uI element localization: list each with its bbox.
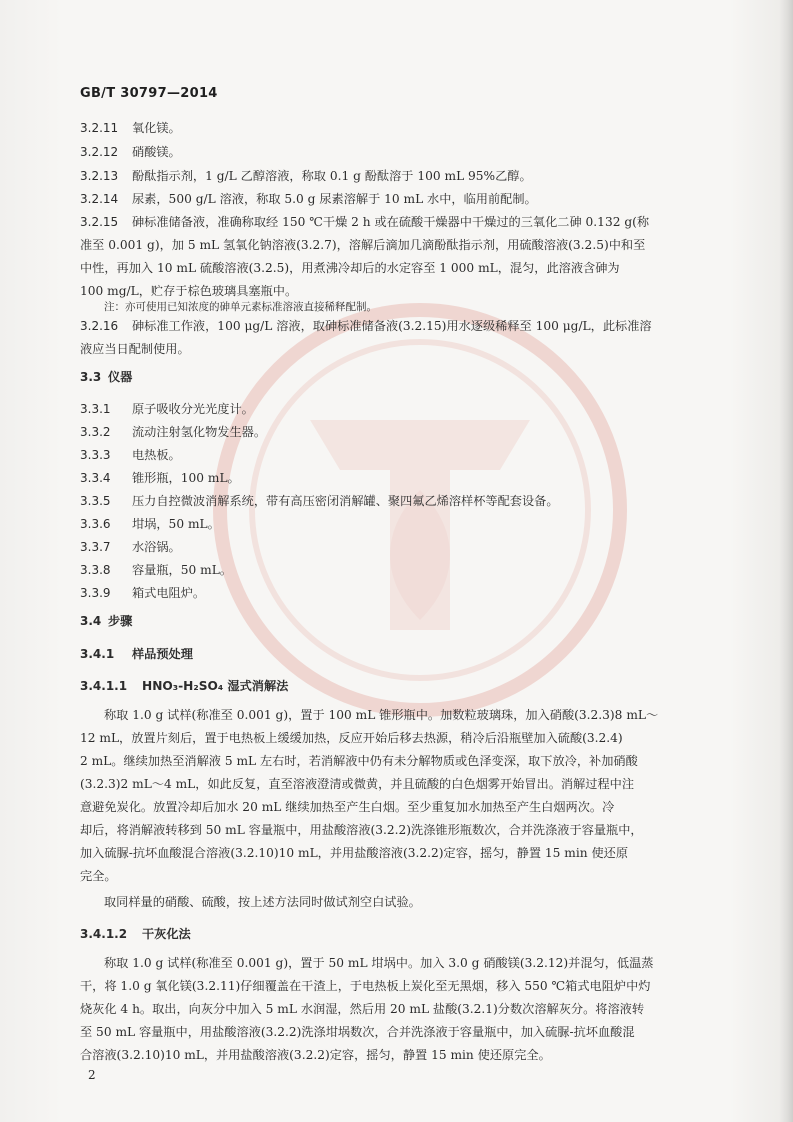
clause-number: 3.2.15 <box>80 215 119 229</box>
clause-text: 坩埚，50 mL。 <box>132 517 220 531</box>
dry-paragraph-line-2: 干，将 1.0 g 氧化镁(3.2.11)仔细覆盖在干渣上，于电热板上炭化至无黑烟，移入 550 ℃箱式电阻炉中灼 <box>80 979 651 993</box>
clause-text: 氧化镁。 <box>132 121 181 135</box>
instrument-3-3-8 <box>80 561 720 579</box>
section-number: 3.4 <box>80 614 102 628</box>
page-edge-shadow <box>779 0 793 1122</box>
section-heading-steps <box>80 612 720 630</box>
dry-paragraph-line-3: 烧灰化 4 h。取出，向灰分中加入 5 mL 水润湿，然后用 20 mL 盐酸(3.2.1)分数次溶解灰分。将溶液转 <box>80 1002 645 1016</box>
clause-number: 3.2.13 <box>80 169 119 183</box>
clause-number: 3.3.5 <box>80 494 111 508</box>
clause-text: 锥形瓶，100 mL。 <box>132 471 240 485</box>
reagent-3-2-12 <box>80 143 720 161</box>
clause-text: 压力自控微波消解系统，带有高压密闭消解罐、聚四氟乙烯溶样杯等配套设备。 <box>132 494 559 508</box>
reagent-3-2-13 <box>80 167 720 185</box>
clause-text: 砷标准储备液，准确称取经 150 ℃干燥 2 h 或在硫酸干燥器中干燥过的三氧化二砷 0.132 g(称 <box>132 215 650 229</box>
reagent-3-2-15-line-3: 中性，再加入 10 mL 硫酸溶液(3.2.5)，用煮沸冷却后的水定容至 1 000 mL，混匀，此溶液含砷为 <box>80 261 620 275</box>
section-heading-instruments <box>80 368 720 386</box>
wet-paragraph-line-4: (3.2.3)2 mL～4 mL，如此反复，直至溶液澄清或微黄，并且硫酸的白色烟雾开始冒出。消解过程中注 <box>80 777 635 791</box>
clause-number: 3.3.4 <box>80 471 111 485</box>
instrument-3-3-7 <box>80 538 720 556</box>
subsection-heading-pretreatment <box>80 645 720 663</box>
section-title: 干灰化法 <box>142 927 191 941</box>
section-title: 仪器 <box>108 370 133 384</box>
clause-number: 3.3.7 <box>80 540 111 554</box>
section-title: HNO₃-H₂SO₄ 湿式消解法 <box>142 679 289 693</box>
reagent-3-2-15-line-4: 100 mg/L，贮存于棕色玻璃具塞瓶中。 <box>80 284 298 298</box>
wet-paragraph-line-7: 加入硫脲-抗坏血酸混合溶液(3.2.10)10 mL，并用盐酸溶液(3.2.2)定容，摇匀，静置 15 min 使还原 <box>80 846 629 860</box>
dry-paragraph-line-1: 称取 1.0 g 试样(称准至 0.001 g)，置于 50 mL 坩埚中。加入 3.0 g 硝酸镁(3.2.12)并混匀，低温蒸 <box>104 956 654 970</box>
clause-text: 砷标准工作液，100 μg/L 溶液，取砷标准储备液(3.2.15)用水逐级稀释至 100 μg/L，此标准溶 <box>132 319 652 333</box>
clause-number: 3.2.16 <box>80 319 119 333</box>
clause-text: 酚酞指示剂，1 g/L 乙醇溶液，称取 0.1 g 酚酞溶于 100 mL 95%乙醇。 <box>132 169 532 183</box>
reagent-3-2-16-line-1 <box>80 317 720 335</box>
wet-paragraph-line-3: 2 mL。继续加热至消解液 5 mL 左右时，若消解液中仍有未分解物质或色泽变深，取下放冷，补加硝酸 <box>80 754 638 768</box>
reagent-3-2-15-line-2: 准至 0.001 g)，加 5 mL 氢氧化钠溶液(3.2.7)，溶解后滴加几滴酚酞指示剂，用硫酸溶液(3.2.5)中和至 <box>80 238 646 252</box>
clause-number: 3.3.1 <box>80 402 111 416</box>
blank-test-line: 取同样量的硝酸、硫酸，按上述方法同时做试剂空白试验。 <box>104 895 421 909</box>
section-number: 3.4.1 <box>80 647 115 661</box>
section-number: 3.4.1.1 <box>80 679 128 693</box>
clause-number: 3.3.2 <box>80 425 111 439</box>
clause-text: 尿素，500 g/L 溶液，称取 5.0 g 尿素溶解于 10 mL 水中，临用前配制。 <box>132 192 537 206</box>
clause-text: 原子吸收分光光度计。 <box>132 402 254 416</box>
instrument-3-3-3 <box>80 446 720 464</box>
wet-paragraph-line-5: 意避免炭化。放置冷却后加水 20 mL 继续加热至产生白烟。至少重复加水加热至产生白烟两次。冷 <box>80 800 615 814</box>
instrument-3-3-6 <box>80 515 720 533</box>
wet-paragraph-line-8: 完全。 <box>80 869 117 883</box>
dry-paragraph-line-5: 合溶液(3.2.10)10 mL，并用盐酸溶液(3.2.2)定容，摇匀，静置 15 min 使还原完全。 <box>80 1048 551 1062</box>
instrument-3-3-4 <box>80 469 720 487</box>
page-number: 2 <box>88 1068 96 1082</box>
section-title: 样品预处理 <box>132 647 193 661</box>
wet-paragraph-line-2: 12 mL，放置片刻后，置于电热板上缓缓加热，反应开始后移去热源，稍冷后沿瓶壁加入硫酸(3.2.4) <box>80 731 623 745</box>
clause-number: 3.3.9 <box>80 586 111 600</box>
reagent-3-2-16-line-2: 液应当日配制使用。 <box>80 342 190 356</box>
instrument-3-3-9 <box>80 584 720 602</box>
clause-text: 箱式电阻炉。 <box>132 586 206 600</box>
clause-text: 容量瓶，50 mL。 <box>132 563 232 577</box>
wet-paragraph-line-6: 却后，将消解液转移到 50 mL 容量瓶中，用盐酸溶液(3.2.2)洗涤锥形瓶数次，合并洗涤液于容量瓶中， <box>80 823 643 837</box>
subsection-heading-wet-digestion <box>80 677 720 695</box>
reagent-3-2-14 <box>80 190 720 208</box>
section-number: 3.4.1.2 <box>80 927 128 941</box>
clause-text: 电热板。 <box>132 448 181 462</box>
wet-paragraph-line-1: 称取 1.0 g 试样(称准至 0.001 g)，置于 100 mL 锥形瓶中。加数粒玻璃珠，加入硝酸(3.2.3)8 mL～ <box>104 708 659 722</box>
clause-number: 3.3.3 <box>80 448 111 462</box>
section-title: 步骤 <box>108 614 133 628</box>
clause-number: 3.2.14 <box>80 192 119 206</box>
clause-number: 3.2.11 <box>80 121 119 135</box>
reagent-3-2-11 <box>80 119 720 137</box>
section-number: 3.3 <box>80 370 102 384</box>
clause-number: 3.2.12 <box>80 145 119 159</box>
instrument-3-3-5 <box>80 492 720 510</box>
standard-number-header: GB/T 30797—2014 <box>80 86 218 101</box>
instrument-3-3-2 <box>80 423 720 441</box>
subsection-heading-dry-ashing <box>80 925 720 943</box>
dry-paragraph-line-4: 至 50 mL 容量瓶中，用盐酸溶液(3.2.2)洗涤坩埚数次，合并洗涤液于容量瓶中，加入硫脲-抗坏血酸混 <box>80 1025 635 1039</box>
clause-text: 水浴锅。 <box>132 540 181 554</box>
note: 注：亦可使用已知浓度的砷单元素标准溶液直接稀释配制。 <box>104 301 377 313</box>
clause-text: 流动注射氢化物发生器。 <box>132 425 267 439</box>
reagent-3-2-15-line-1 <box>80 213 720 231</box>
instrument-3-3-1 <box>80 400 720 418</box>
clause-number: 3.3.6 <box>80 517 111 531</box>
clause-number: 3.3.8 <box>80 563 111 577</box>
clause-text: 硝酸镁。 <box>132 145 181 159</box>
